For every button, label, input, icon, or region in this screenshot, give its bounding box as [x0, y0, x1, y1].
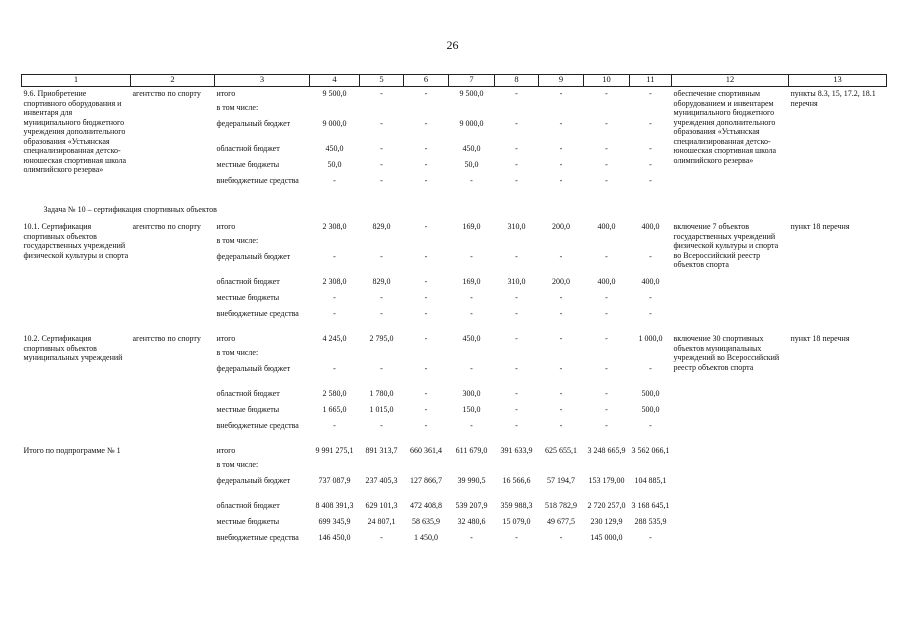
- value-cell: 9 000,0: [322, 118, 347, 128]
- value-cell: 450,0: [325, 143, 344, 153]
- value-cell: 16 566,6: [502, 476, 531, 485]
- value-cell: 200,0: [552, 222, 570, 231]
- value-cell: 660 361,4: [410, 446, 442, 455]
- value-cell: -: [380, 309, 383, 318]
- value-cell: 169,0: [462, 222, 481, 231]
- value-cell: 829,0: [372, 222, 391, 231]
- value-cell: [404, 234, 449, 250]
- value-cell: 1 000,0: [638, 334, 663, 343]
- value-cell: -: [515, 118, 518, 128]
- col-header: 2: [131, 75, 215, 87]
- value-cell: [630, 458, 672, 474]
- funding-source: местные бюджеты: [216, 517, 280, 526]
- value-cell: 127 866,7: [410, 476, 442, 485]
- funding-source: областной бюджет: [216, 501, 280, 510]
- value-cell: -: [559, 364, 563, 373]
- executor: агентство по спорту: [132, 334, 201, 343]
- funding-source: в том числе:: [216, 348, 259, 357]
- value-cell: -: [380, 364, 383, 373]
- value-cell: -: [424, 222, 428, 231]
- value-cell: -: [649, 364, 652, 373]
- value-cell: -: [605, 405, 608, 414]
- col-header: 8: [495, 75, 539, 87]
- funding-source: областной бюджет: [216, 143, 280, 153]
- col-header: 10: [584, 75, 630, 87]
- value-cell: -: [559, 309, 563, 318]
- value-cell: 500,0: [641, 405, 660, 414]
- value-cell: -: [649, 421, 652, 430]
- value-cell: 310,0: [507, 222, 526, 231]
- program-table-container: [21, 74, 886, 556]
- value-cell: -: [515, 405, 518, 414]
- value-cell: -: [470, 421, 473, 430]
- value-cell: -: [380, 533, 383, 542]
- value-cell: [404, 458, 449, 474]
- value-cell: -: [559, 175, 563, 185]
- value-cell: -: [424, 421, 428, 430]
- value-cell: -: [559, 159, 563, 169]
- value-cell: -: [515, 364, 518, 373]
- value-cell: -: [424, 389, 428, 398]
- reference: пункт 18 перечня: [790, 222, 850, 231]
- value-cell: [310, 234, 360, 250]
- value-cell: 1 015,0: [369, 405, 394, 414]
- funding-source: внебюджетные средства: [216, 175, 299, 185]
- value-cell: 300,0: [462, 389, 481, 398]
- value-cell: -: [470, 533, 473, 542]
- value-cell: -: [333, 421, 336, 430]
- value-cell: -: [605, 118, 608, 128]
- funding-source: федеральный бюджет: [216, 252, 291, 261]
- value-cell: 288 535,9: [634, 517, 667, 526]
- value-cell: -: [605, 293, 608, 302]
- value-cell: -: [649, 533, 652, 542]
- funding-source: областной бюджет: [216, 389, 280, 398]
- table-row: [22, 220, 887, 234]
- value-cell: 50,0: [464, 159, 479, 169]
- value-cell: -: [424, 175, 428, 185]
- value-cell: -: [515, 309, 518, 318]
- value-cell: -: [515, 175, 518, 185]
- executor: агентство по спорту: [132, 89, 201, 98]
- value-cell: -: [559, 389, 563, 398]
- value-cell: 2 580,0: [322, 389, 347, 398]
- program-table-body: [22, 87, 887, 557]
- funding-source: местные бюджеты: [216, 293, 280, 302]
- value-cell: -: [649, 159, 652, 169]
- col-header: 4: [310, 75, 360, 87]
- executor: [131, 444, 215, 556]
- value-cell: -: [515, 334, 518, 343]
- value-cell: 2 720 257,0: [587, 501, 626, 510]
- funding-source: итого: [216, 222, 236, 231]
- expected-result: обеспечение спортивным оборудованием и инвентарем муниципального бюджетного учреждения дополнительного образования «Устьянская специализированная детско-юношеская спортивная школа олимпийского резерва»: [673, 89, 777, 165]
- value-cell: 24 807,1: [367, 517, 396, 526]
- value-cell: 49 677,5: [547, 517, 575, 526]
- value-cell: -: [424, 309, 428, 318]
- value-cell: 9 991 275,1: [315, 446, 354, 455]
- funding-source: федеральный бюджет: [216, 118, 291, 128]
- table-row: [22, 444, 887, 458]
- value-cell: 629 101,3: [365, 501, 398, 510]
- value-cell: -: [424, 405, 428, 414]
- col-header: 12: [672, 75, 789, 87]
- value-cell: 699 345,9: [318, 517, 351, 526]
- value-cell: -: [515, 389, 518, 398]
- value-cell: 153 179,00: [588, 476, 625, 485]
- value-cell: [539, 101, 584, 117]
- table-row: [22, 332, 887, 346]
- value-cell: [360, 458, 404, 474]
- value-cell: -: [559, 293, 563, 302]
- funding-source: в том числе:: [216, 460, 259, 469]
- value-cell: -: [333, 309, 336, 318]
- value-cell: -: [380, 143, 383, 153]
- value-cell: [310, 101, 360, 117]
- value-cell: 500,0: [641, 389, 660, 398]
- value-cell: [360, 101, 404, 117]
- funding-source: внебюджетные средства: [216, 533, 299, 542]
- value-cell: [539, 458, 584, 474]
- value-cell: 3 248 665,9: [587, 446, 626, 455]
- value-cell: -: [380, 118, 383, 128]
- value-cell: -: [424, 277, 428, 286]
- value-cell: 1 450,0: [414, 533, 438, 542]
- value-cell: -: [559, 118, 563, 128]
- value-cell: [630, 234, 672, 250]
- value-cell: 310,0: [507, 277, 526, 286]
- value-cell: [449, 234, 495, 250]
- value-cell: [584, 234, 630, 250]
- value-cell: 829,0: [372, 277, 391, 286]
- task-row: [22, 199, 887, 221]
- value-cell: 450,0: [462, 143, 481, 153]
- reference: пункты 8.3, 15, 17.2, 18.1 перечня: [790, 89, 876, 108]
- value-cell: 472 408,8: [410, 501, 442, 510]
- value-cell: 2 795,0: [369, 334, 394, 343]
- value-cell: 237 405,3: [365, 476, 398, 485]
- value-cell: 230 129,9: [590, 517, 623, 526]
- value-cell: [495, 101, 539, 117]
- value-cell: -: [424, 143, 428, 153]
- value-cell: 4 245,0: [322, 334, 347, 343]
- value-cell: -: [470, 175, 473, 185]
- value-cell: 737 087,9: [318, 476, 351, 485]
- activity-name: 10.2. Сертификация спортивных объектов муниципальных учреждений: [23, 334, 123, 362]
- activity-name: Итого по подпрограмме № 1: [23, 446, 121, 455]
- value-cell: 169,0: [462, 277, 481, 286]
- value-cell: [495, 234, 539, 250]
- value-cell: -: [424, 293, 428, 302]
- value-cell: -: [559, 405, 563, 414]
- value-cell: 2 308,0: [322, 222, 347, 231]
- value-cell: [495, 458, 539, 474]
- reference: пункт 18 перечня: [790, 334, 850, 343]
- value-cell: 58 635,9: [412, 517, 440, 526]
- value-cell: 391 633,9: [500, 446, 533, 455]
- column-number-row: [22, 75, 887, 87]
- value-cell: -: [559, 143, 563, 153]
- value-cell: -: [380, 175, 383, 185]
- value-cell: [449, 458, 495, 474]
- value-cell: -: [649, 175, 652, 185]
- value-cell: -: [605, 364, 608, 373]
- value-cell: 9 000,0: [459, 118, 484, 128]
- reference: [789, 444, 887, 556]
- funding-source: федеральный бюджет: [216, 476, 291, 485]
- value-cell: -: [424, 118, 428, 128]
- value-cell: -: [380, 252, 383, 261]
- value-cell: -: [605, 421, 608, 430]
- value-cell: -: [559, 421, 563, 430]
- value-cell: 3 168 645,1: [631, 501, 670, 510]
- value-cell: -: [470, 364, 473, 373]
- funding-source: местные бюджеты: [216, 405, 280, 414]
- value-cell: [495, 346, 539, 362]
- value-cell: -: [649, 309, 652, 318]
- value-cell: -: [333, 252, 336, 261]
- value-cell: -: [605, 309, 608, 318]
- funding-source: местные бюджеты: [216, 159, 280, 169]
- activity-name: 10.1. Сертификация спортивных объектов государственных учреждений физической культуры и спорта: [23, 222, 129, 260]
- value-cell: 200,0: [552, 277, 570, 286]
- value-cell: -: [605, 334, 608, 343]
- funding-source: в том числе:: [216, 102, 259, 112]
- value-cell: -: [470, 293, 473, 302]
- value-cell: -: [559, 252, 563, 261]
- value-cell: [584, 346, 630, 362]
- funding-source: областной бюджет: [216, 277, 280, 286]
- col-header: 6: [404, 75, 449, 87]
- value-cell: -: [515, 143, 518, 153]
- value-cell: 9 500,0: [459, 89, 484, 98]
- value-cell: 150,0: [462, 405, 481, 414]
- value-cell: -: [380, 159, 383, 169]
- value-cell: -: [649, 143, 652, 153]
- value-cell: -: [470, 252, 473, 261]
- value-cell: 15 079,0: [502, 517, 531, 526]
- value-cell: -: [605, 252, 608, 261]
- value-cell: 146 450,0: [318, 533, 351, 542]
- value-cell: -: [515, 421, 518, 430]
- activity-name: 9.6. Приобретение спортивного оборудования и инвентаря для муниципального бюджетного учреждения дополнительного образования «Устьянская специализированная детско-юношеская спортивная школа олимпийского резерва»: [23, 89, 127, 174]
- col-header: 5: [360, 75, 404, 87]
- col-header: 1: [22, 75, 131, 87]
- value-cell: 145 000,0: [590, 533, 623, 542]
- value-cell: -: [649, 293, 652, 302]
- funding-source: итого: [216, 334, 236, 343]
- value-cell: -: [380, 89, 383, 98]
- value-cell: 1 780,0: [369, 389, 394, 398]
- value-cell: 2 308,0: [322, 277, 347, 286]
- value-cell: [449, 101, 495, 117]
- value-cell: -: [333, 364, 336, 373]
- value-cell: 400,0: [641, 277, 660, 286]
- expected-result: [672, 444, 789, 556]
- expected-result: включение 30 спортивных объектов муниципальных учреждений во Всероссийский реестр объектов спорта: [673, 334, 780, 372]
- value-cell: -: [424, 252, 428, 261]
- executor: агентство по спорту: [132, 222, 201, 231]
- funding-source: итого: [216, 89, 236, 98]
- value-cell: [630, 101, 672, 117]
- funding-source: внебюджетные средства: [216, 309, 299, 318]
- funding-source: итого: [216, 446, 236, 455]
- value-cell: 1 665,0: [322, 405, 347, 414]
- value-cell: [360, 346, 404, 362]
- value-cell: 57 194,7: [547, 476, 575, 485]
- value-cell: [404, 101, 449, 117]
- value-cell: -: [333, 175, 336, 185]
- task-title: Задача № 10 – сертификация спортивных объектов: [43, 204, 217, 214]
- col-header: 13: [789, 75, 887, 87]
- value-cell: [584, 458, 630, 474]
- value-cell: 891 313,7: [365, 446, 398, 455]
- value-cell: -: [605, 159, 608, 169]
- funding-source: внебюджетные средства: [216, 421, 299, 430]
- value-cell: 518 782,9: [545, 501, 577, 510]
- value-cell: [449, 346, 495, 362]
- value-cell: [539, 234, 584, 250]
- value-cell: 611 679,0: [455, 446, 488, 455]
- value-cell: -: [380, 293, 383, 302]
- value-cell: [630, 346, 672, 362]
- value-cell: 400,0: [597, 277, 616, 286]
- value-cell: 3 562 066,1: [631, 446, 670, 455]
- value-cell: -: [605, 175, 608, 185]
- value-cell: -: [559, 89, 563, 98]
- value-cell: -: [470, 309, 473, 318]
- value-cell: -: [559, 533, 563, 542]
- funding-source: федеральный бюджет: [216, 364, 291, 373]
- funding-source: в том числе:: [216, 236, 259, 245]
- table-row: [22, 87, 887, 101]
- value-cell: 32 480,6: [457, 517, 486, 526]
- value-cell: -: [649, 89, 652, 98]
- value-cell: -: [515, 159, 518, 169]
- value-cell: -: [515, 533, 518, 542]
- col-header: 3: [215, 75, 310, 87]
- value-cell: 539 207,9: [455, 501, 488, 510]
- value-cell: 450,0: [462, 334, 481, 343]
- value-cell: [584, 101, 630, 117]
- value-cell: -: [515, 293, 518, 302]
- value-cell: -: [424, 89, 428, 98]
- value-cell: 359 988,3: [500, 501, 533, 510]
- value-cell: -: [605, 143, 608, 153]
- expected-result: включение 7 объектов государственных учреждений физической культуры и спорта во Всероссийский реестр объектов спорта: [673, 222, 779, 269]
- value-cell: [539, 346, 584, 362]
- value-cell: 625 655,1: [545, 446, 577, 455]
- value-cell: [310, 346, 360, 362]
- value-cell: 400,0: [641, 222, 660, 231]
- value-cell: -: [515, 89, 518, 98]
- value-cell: -: [605, 389, 608, 398]
- value-cell: -: [424, 159, 428, 169]
- value-cell: -: [559, 334, 563, 343]
- col-header: 11: [630, 75, 672, 87]
- value-cell: -: [380, 421, 383, 430]
- value-cell: -: [424, 364, 428, 373]
- value-cell: -: [333, 293, 336, 302]
- value-cell: -: [649, 252, 652, 261]
- program-table: [21, 74, 887, 556]
- value-cell: -: [424, 334, 428, 343]
- value-cell: -: [605, 89, 608, 98]
- value-cell: [404, 346, 449, 362]
- value-cell: 104 885,1: [634, 476, 667, 485]
- value-cell: -: [649, 118, 652, 128]
- value-cell: 8 408 391,3: [315, 501, 354, 510]
- value-cell: 9 500,0: [322, 89, 347, 98]
- value-cell: 50,0: [327, 159, 342, 169]
- value-cell: [310, 458, 360, 474]
- value-cell: 400,0: [597, 222, 616, 231]
- value-cell: [360, 234, 404, 250]
- col-header: 7: [449, 75, 495, 87]
- page-number: 26: [446, 38, 459, 52]
- value-cell: -: [515, 252, 518, 261]
- col-header: 9: [539, 75, 584, 87]
- value-cell: 39 990,5: [457, 476, 486, 485]
